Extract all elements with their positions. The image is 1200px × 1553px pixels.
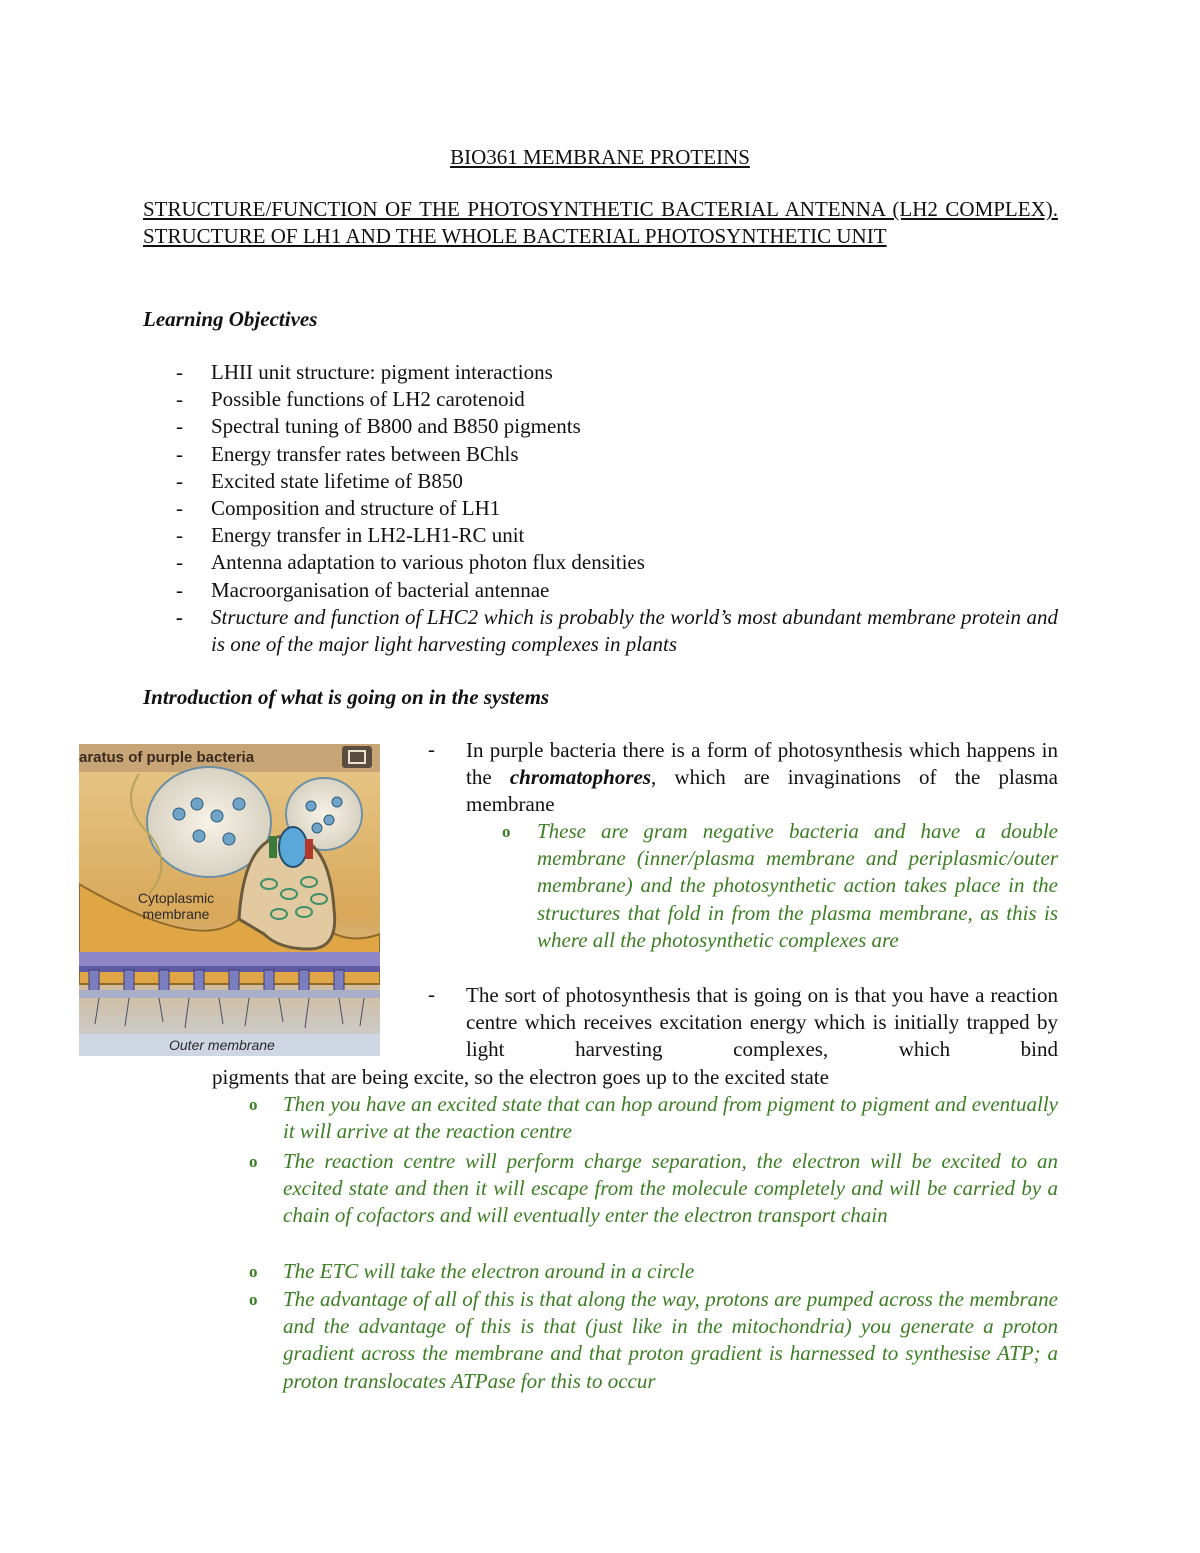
intro-sub-bullet-3: o The reaction centre will perform charge separation, the electron will be excited to an excited state and then it will escape from the molecule completely and will be carried by a chain of cofactors and will eventually enter the electron transport chain [249,1149,1058,1228]
dash-bullet-icon: - [176,414,183,439]
intro-point-2-continued: pigments that are being excite, so the electron goes up to the excited state [212,1065,829,1089]
document-subtitle: STRUCTURE/FUNCTION OF THE PHOTOSYNTHETIC BACTERIAL ANTENNA (LH2 COMPLEX). STRUCTURE OF LH1 AND THE WHOLE BACTERIAL PHOTOSYNTHETIC UNIT [143,197,1058,248]
dash-bullet-icon: - [176,387,183,412]
dash-bullet-icon: - [176,523,183,548]
dash-bullet-icon: - [176,441,183,466]
purple-bacteria-figure [79,744,380,1056]
figure-label-cytoplasmic: Cytoplasmic membrane [137,890,215,922]
objective-item: - Energy transfer rates between BChls [143,441,1058,468]
intro-sub-bullet-1: o These are gram negative bacteria and have a double membrane (inner/plasma membrane and periplasmic/outer membrane) and the photosynthetic action takes place in the structures that fold in from the plasma membrane, as this is where all the photosynthetic complexes are [502,819,1058,952]
dash-bullet-icon: - [428,982,435,1006]
intro-heading: Introduction of what is going on in the systems [143,685,550,709]
figure-label-outer: Outer membrane [169,1037,275,1053]
dash-bullet-icon: - [176,496,183,521]
intro-point-1: - In purple bacteria there is a form of photosynthesis which happens in the chromatophores, which are invaginations of the plasma membrane [428,737,1058,817]
circle-bullet-icon: o [249,1262,258,1281]
circle-bullet-icon: o [249,1152,258,1171]
circle-bullet-icon: o [249,1095,258,1114]
objective-item: - Macroorganisation of bacterial antennae [143,577,1058,604]
objective-item: - Antenna adaptation to various photon flux densities [143,549,1058,576]
objective-item: - Excited state lifetime of B850 [143,468,1058,495]
intro-point-2: - The sort of photosynthesis that is going on is that you have a reaction centre which receives excitation energy which is initially trapped by light harvesting complexes, which bind [428,982,1058,1062]
dash-bullet-icon: - [176,604,183,629]
objective-item: - Possible functions of LH2 carotenoid [143,386,1058,413]
bold-term: chromatophores [509,765,652,790]
dash-bullet-icon: - [176,550,183,575]
circle-bullet-icon: o [249,1290,258,1309]
objectives-heading: Learning Objectives [143,307,318,331]
objective-item: - Energy transfer in LH2-LH1-RC unit [143,522,1058,549]
objectives-list [143,359,1058,658]
dash-bullet-icon: - [176,360,183,384]
objective-item: - LHII unit structure: pigment interactions [143,359,1058,386]
figure-header-text: aratus of purple bacteria [79,749,255,766]
intro-sub-bullet-4: o The ETC will take the electron around in a circle [249,1259,695,1283]
objective-item: - Composition and structure of LH1 [143,495,1058,522]
dash-bullet-icon: - [176,468,183,493]
circle-bullet-icon: o [502,822,511,841]
objective-item: - Spectral tuning of B800 and B850 pigments [143,413,1058,440]
intro-sub-bullet-2: o Then you have an excited state that can hop around from pigment to pigment and eventually it will arrive at the reaction centre [249,1092,1058,1144]
dash-bullet-icon: - [428,737,435,761]
intro-sub-bullet-5: o The advantage of all of this is that along the way, protons are pumped across the membrane and the advantage of this is that (just like in the mitochondria) you generate a proton gradient across the membrane and that proton gradient is harnessed to synthesise ATP; a proton translocates ATPase for this to occur [249,1287,1058,1393]
objective-item: - Structure and function of LHC2 which is probably the world’s most abundant membrane protein and is one of the major light harvesting complexes in plants [176,604,1058,657]
dash-bullet-icon: - [176,577,183,602]
document-title: BIO361 MEMBRANE PROTEINS [450,145,750,169]
